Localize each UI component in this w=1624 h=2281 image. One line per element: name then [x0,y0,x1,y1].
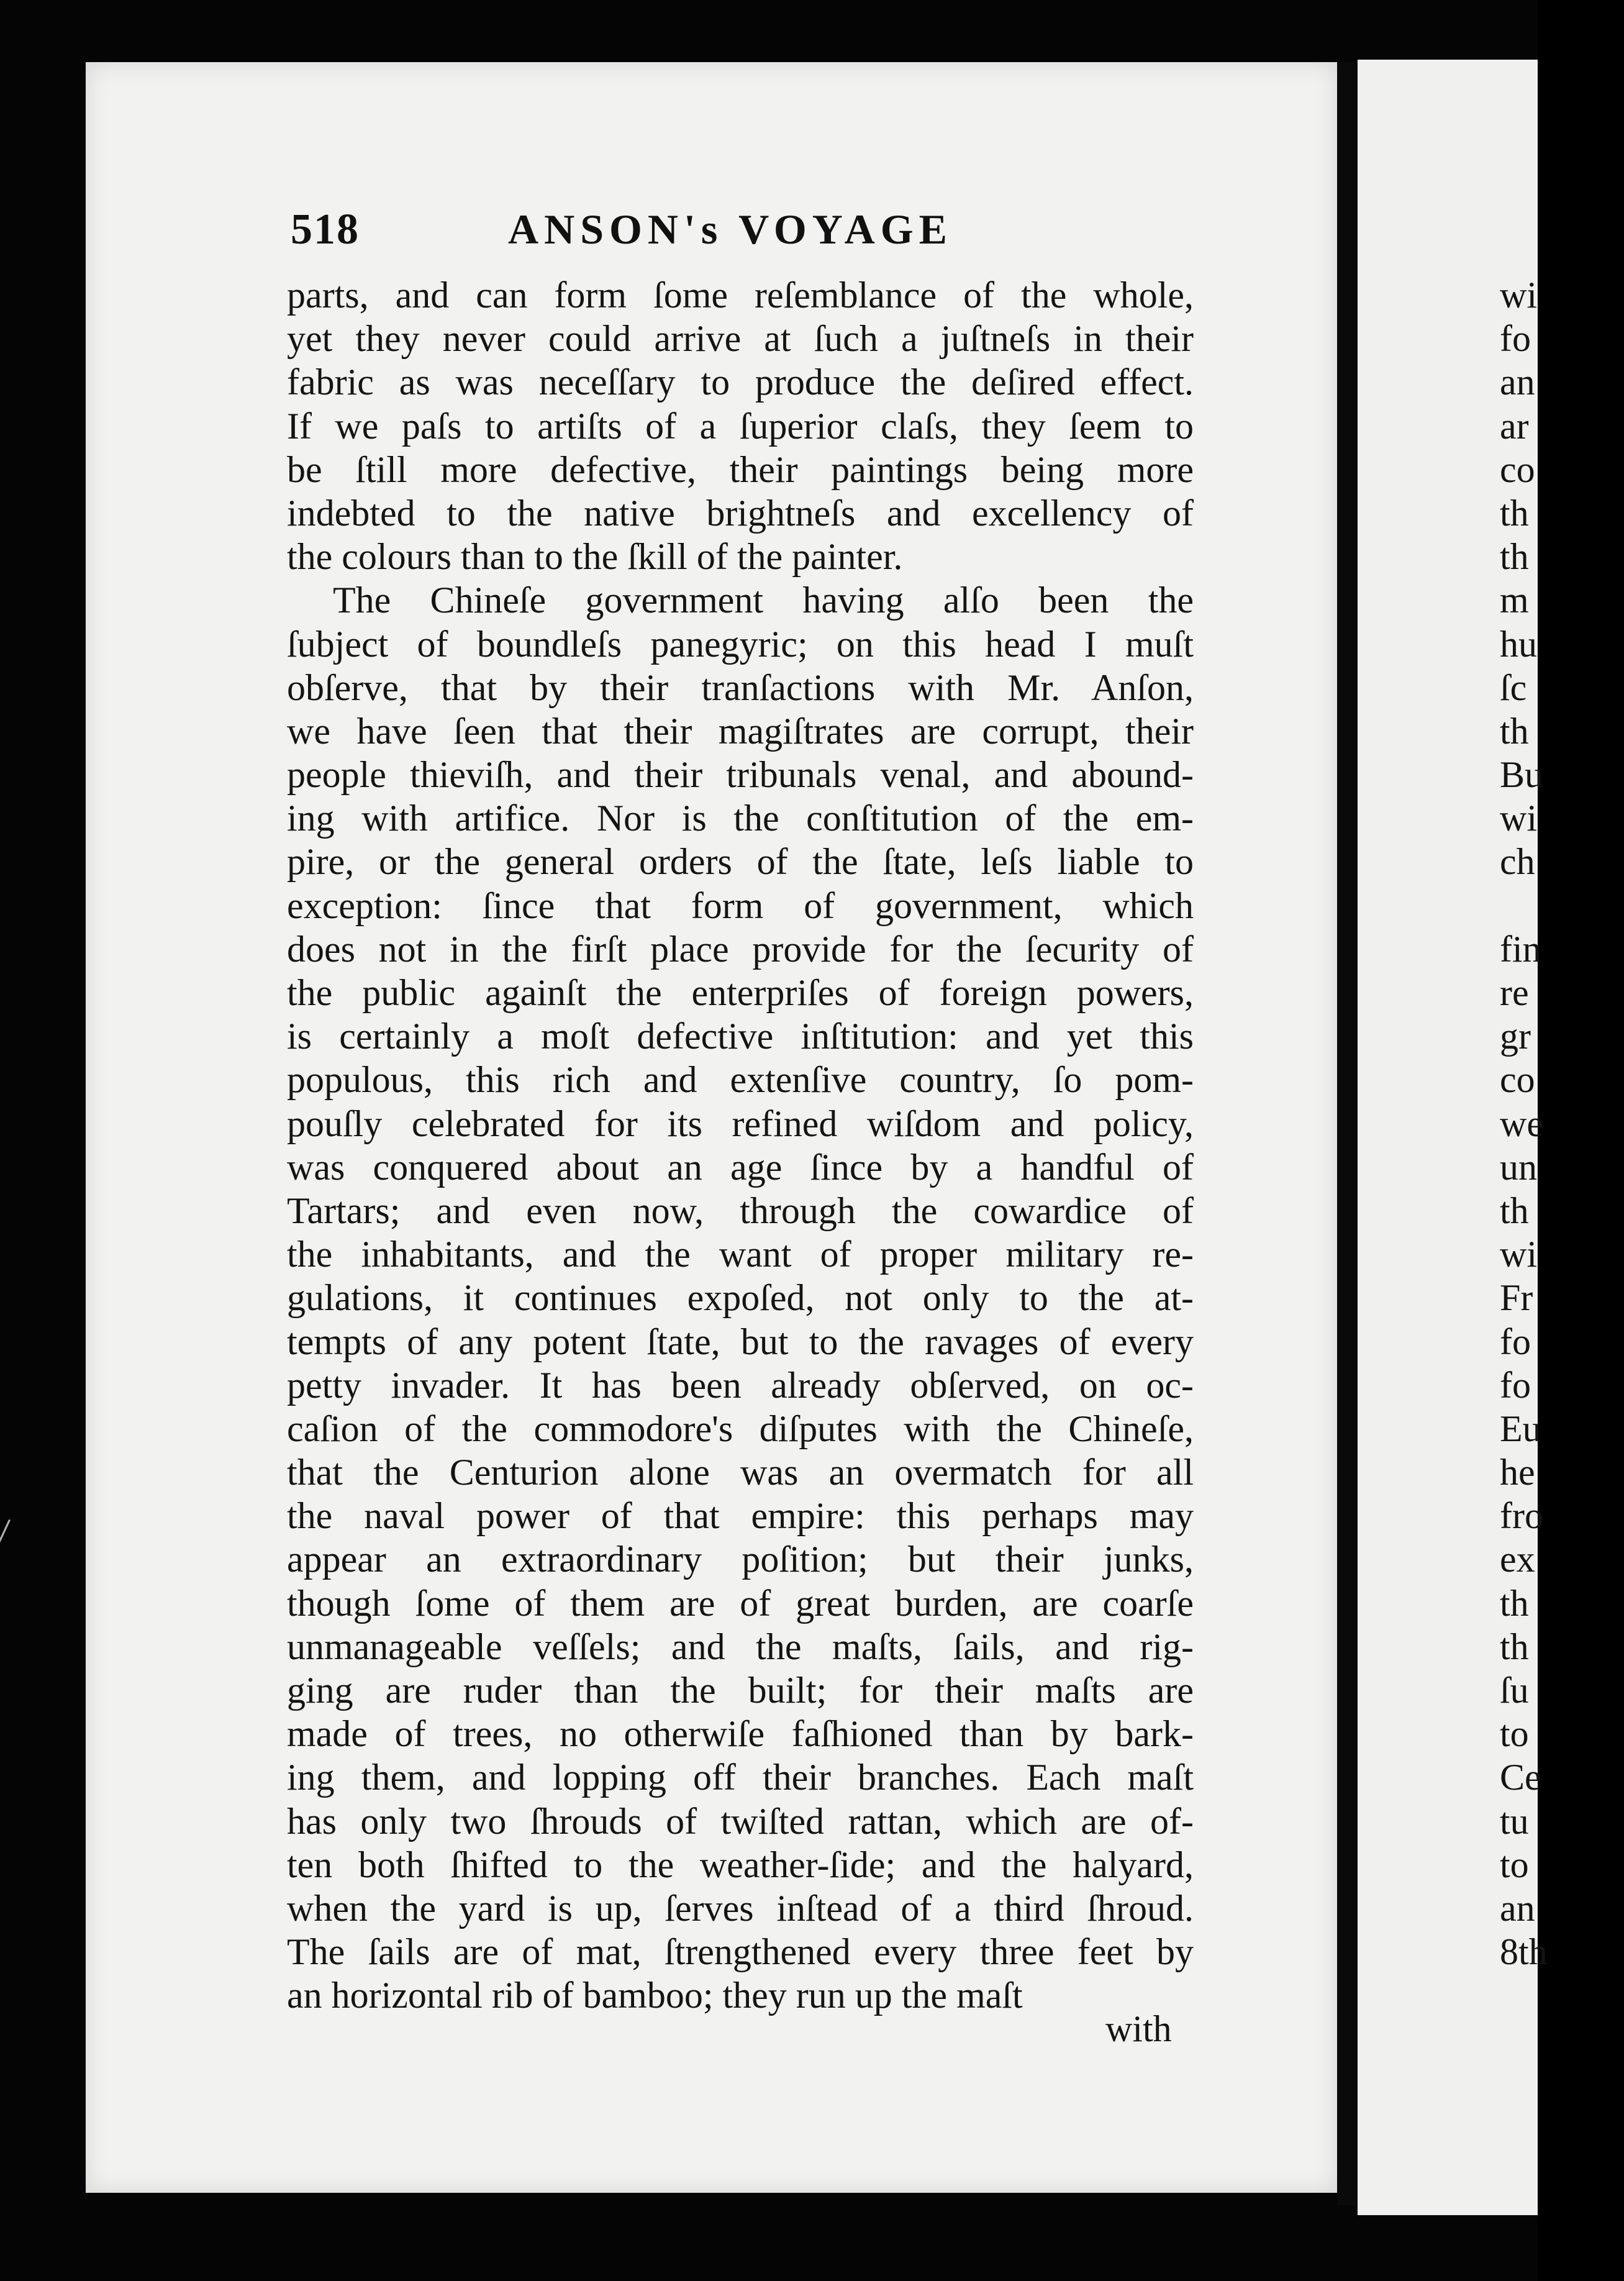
facing-page-line: gr [1500,1016,1531,1057]
facing-page-line: we [1500,1103,1543,1144]
facing-page-line: re [1500,972,1529,1013]
text-line: parts, and can form ſome reſemblance of the whole, [287,275,1194,316]
facing-page-line: un [1500,1146,1537,1188]
facing-page-line: tu [1500,1800,1529,1842]
text-line: pouſly celebrated for its refined wiſdom and policy, [287,1103,1194,1144]
text-line: fabric as was neceſſary to produce the deſired effect. [287,362,1194,403]
facing-page-line: an [1500,1887,1535,1929]
facing-page-line: Fr [1500,1277,1533,1319]
text-line: populous, this rich and extenſive country, ſo pom- [287,1059,1194,1101]
facing-page-line: th [1500,536,1529,578]
text-line: the naval power of that empire: this perhaps may [287,1495,1194,1537]
facing-page-line: ſu [1500,1670,1529,1711]
text-line: tempts of any potent ſtate, but to the ravages of every [287,1321,1194,1362]
text-line: we have ſeen that their magiſtrates are corrupt, their [287,710,1194,752]
text-line: If we paſs to artiſts of a ſuperior claſs, they ſeem to [287,405,1194,447]
facing-page-line: Ce [1500,1757,1541,1798]
text-line: people thieviſh, and their tribunals venal, and abound- [287,754,1194,796]
page-number: 518 [291,206,360,253]
facing-page-line: th [1500,1582,1529,1624]
facing-page-line: fin [1500,928,1541,970]
facing-page-line: to [1500,1713,1529,1755]
text-line: Tartars; and even now, through the cowardice of [287,1190,1194,1231]
facing-page-line: co [1500,448,1535,490]
facing-page-line: fo [1500,1321,1531,1362]
text-line: obſerve, that by their tranſactions with Mr. Anſon, [287,667,1194,708]
facing-page-line: to [1500,1844,1529,1885]
running-head: ANSON's VOYAGE [508,206,953,253]
facing-page-line: wi [1500,798,1537,839]
facing-page-line: ar [1500,405,1529,447]
text-line: the colours than to the ſkill of the painter. [287,536,903,578]
facing-page-line: co [1500,1059,1535,1101]
facing-page-line: wi [1500,275,1537,316]
text-line: ging are ruder than the built; for their maſts are [287,1670,1194,1711]
text-line: when the yard is up, ſerves inſtead of a third ſhroud. [287,1887,1194,1929]
facing-page-line: an [1500,362,1535,403]
text-line: was conquered about an age ſince by a handful of [287,1146,1194,1188]
facing-page-line: th [1500,1626,1529,1667]
facing-page-line: fro [1500,1495,1543,1537]
text-line: gulations, it continues expoſed, not only to the at- [287,1277,1194,1319]
text-line: though ſome of them are of great burden, are coarſe [287,1582,1194,1624]
text-line: ſubject of boundleſs panegyric; on this head I muſt [287,623,1194,665]
text-line: yet they never could arrive at ſuch a juſtneſs in their [287,318,1194,360]
page-header [291,205,1185,261]
text-line: be ſtill more defective, their paintings being more [287,448,1194,490]
text-line: has only two ſhrouds of twiſted rattan, which are of- [287,1800,1194,1842]
facing-page-line: th [1500,1190,1529,1231]
text-line: appear an extraordinary poſition; but their junks, [287,1539,1194,1580]
facing-page-line: wi [1500,1234,1537,1275]
text-line: that the Centurion alone was an overmatch for all [287,1452,1194,1493]
text-line: an horizontal rib of bamboo; they run up the maſt [287,1975,1023,2016]
catchword: with [1105,2008,1172,2049]
text-line: ing with artifice. Nor is the conſtitution of the em- [287,798,1194,839]
facing-page-line: 8th [1500,1931,1548,1973]
facing-page-line: fo [1500,1364,1531,1406]
text-line: unmanageable veſſels; and the maſts, ſails, and rig- [287,1626,1194,1667]
facing-page-line: he [1500,1452,1535,1493]
text-line: ten both ſhifted to the weather-ſide; and the halyard, [287,1844,1194,1885]
text-line: ing them, and lopping off their branches. Each maſt [287,1757,1194,1798]
facing-page-line: ſc [1500,667,1527,708]
text-line: pire, or the general orders of the ſtate, leſs liable to [287,841,1194,883]
facing-page-line: th [1500,492,1529,534]
facing-page-text [1500,273,1624,1974]
facing-page-line: ch [1500,841,1535,883]
facing-page-line: Eu [1500,1408,1541,1449]
text-line: exception: ſince that form of government, which [287,885,1194,926]
facing-page-line: ex [1500,1539,1535,1580]
body-text [287,273,1194,2018]
text-line: is certainly a moſt defective inſtitution: and yet this [287,1016,1194,1057]
text-line: made of trees, no otherwiſe faſhioned than by bark- [287,1713,1194,1755]
facing-page-line: Bu [1500,754,1544,796]
text-line: indebted to the native brightneſs and excellency of [287,492,1194,534]
text-line: The Chineſe government having alſo been the [333,580,1194,621]
text-line: the inhabitants, and the want of proper military re- [287,1234,1194,1275]
book-gutter [1337,62,1358,2205]
facing-page-line [1500,884,1624,927]
text-line: the public againſt the enterpriſes of foreign powers, [287,972,1194,1013]
facing-page-line: th [1500,710,1529,752]
text-line: petty invader. It has been already obſerved, on oc- [287,1364,1194,1406]
text-line: The ſails are of mat, ſtrengthened every three feet by [287,1931,1194,1973]
text-line: does not in the firſt place provide for the ſecurity of [287,928,1194,970]
facing-page-line: fo [1500,318,1531,360]
text-line: caſion of the commodore's diſputes with the Chineſe, [287,1408,1194,1449]
facing-page-line: hu [1500,623,1537,665]
facing-page-line: m [1500,580,1529,621]
